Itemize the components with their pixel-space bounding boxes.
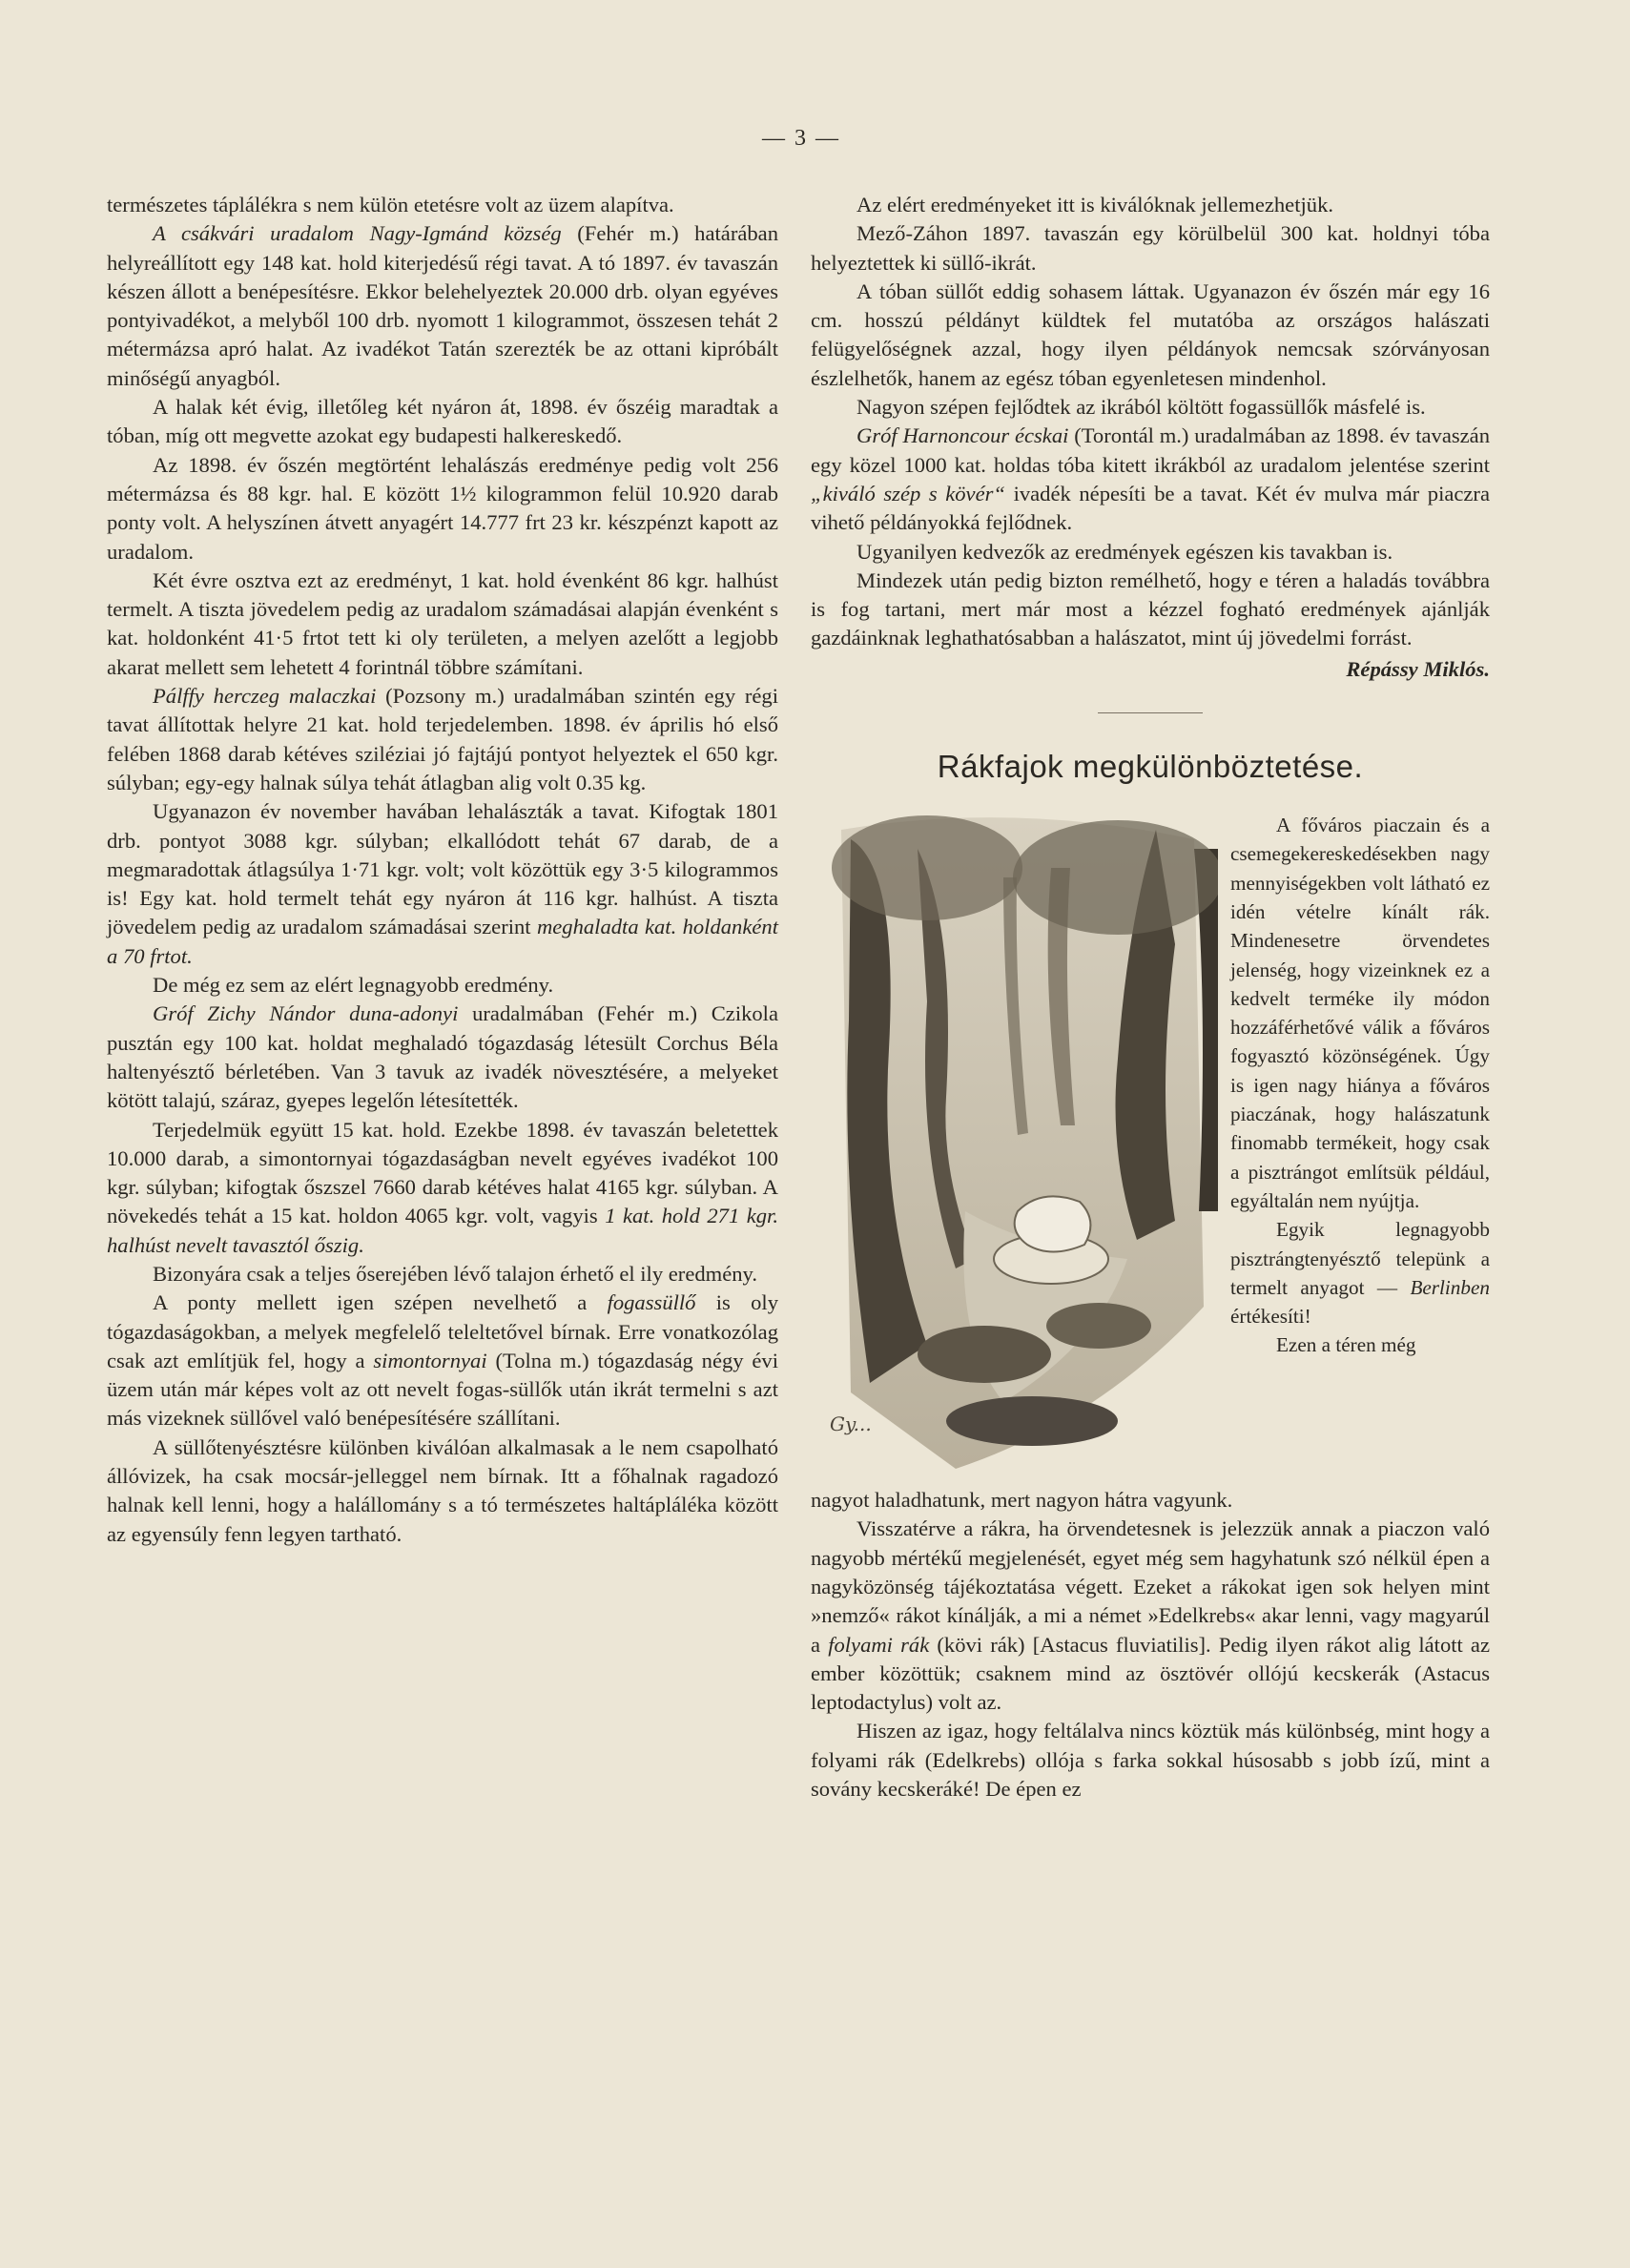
italic-emphasis: Berlinben	[1410, 1275, 1490, 1299]
section-divider	[1098, 712, 1203, 713]
paragraph: Az elért eredményeket itt is kiválóknak jellemezhetjük.	[856, 193, 1334, 216]
paragraph	[811, 1515, 1490, 1717]
paragraph	[107, 797, 778, 971]
italic-emphasis: meghaladta kat. holdanként a 70 frtot.	[107, 915, 778, 968]
paragraph-text: (Torontál m.) uradalmában az 1898. év tavaszán egy közel 1000 kat. holdas tóba kitett ikrákból az uradalom jelentése szerint	[811, 423, 1490, 477]
italic-emphasis: folyami rák	[828, 1632, 930, 1657]
italic-emphasis: 1 kat. hold 271 kgr. halhúst nevelt tavasztól őszig.	[107, 1204, 778, 1257]
paragraph-text: is oly tógazdaságokban, a melyek megfelelő teleltetővel bírnak. Erre vonatkozólag csak azt említjük fel, hogy a	[107, 1290, 778, 1372]
paragraph: Bizonyára csak a teljes őserejében lévő talajon érhető el ily eredmény.	[153, 1261, 758, 1286]
right-column	[811, 191, 1490, 1804]
author-signature: Répássy Miklós.	[1346, 656, 1490, 681]
paragraph: Ugyanilyen kedvezők az eredmények egészen kis tavakban is.	[856, 539, 1393, 564]
paragraph: A halak két évig, illetőleg két nyáron át, 1898. év őszéig maradtak a tóban, míg ott megvette azokat egy budapesti halkereskedő.	[107, 395, 778, 448]
italic-lead: Gróf Harnoncour écskai	[856, 423, 1069, 448]
paragraph	[811, 422, 1490, 537]
paragraph	[107, 1116, 778, 1260]
illustration-signature: Gy...	[830, 1412, 872, 1436]
italic-emphasis: fogassüllő	[607, 1290, 696, 1315]
paragraph: A süllőtenyésztésre különben kiválóan alkalmasak a le nem csapolható állóvizek, ha csak mocsár-jelleggel nem bírnak. Itt a főhalnak ragadozó halnak kell lenni, hogy a halállomány s a tó természetes haltápláléka között az egyensúly fenn legyen tartható.	[107, 1434, 778, 1546]
paragraph: Nagyon szépen fejlődtek az ikrából költött fogassüllők másfelé is.	[856, 395, 1426, 420]
paragraph	[1230, 1215, 1490, 1330]
paragraph-text: uradalmában (Fehér m.) Czikola pusztán egy 100 kat. holdat meghaladó tógazdaság létesült Corchus Béla haltenyésztő bérletében. Van 3 tavuk az ivadék növesztésére, a melyeket kötött talajú, száraz, gyepes legelőn létesítették.	[107, 1001, 778, 1113]
paragraph-text: A ponty mellett igen szépen nevelhető a	[153, 1290, 588, 1315]
paragraph: Mező-Záhon 1897. tavaszán egy körülbelül 300 kat. holdnyi tóba helyeztettek ki süllő-ikrát.	[811, 221, 1490, 275]
figure-block	[811, 811, 1490, 1486]
paragraph-text: Terjedelmük együtt 15 kat. hold. Ezekbe 1898. év tavaszán beletettek 10.000 darab, a simontornyai tógazdaságban nevelt egyéves ivadékot 100 kgr. súlyban; kifogtak őszszel 7660 darab kétéves halat 4165 kgr. súlyban. A növekedés tehát a 15 kat. holdon 4065 kgr. volt, vagyis	[107, 1117, 778, 1228]
paragraph	[107, 1289, 778, 1433]
italic-emphasis: simontornyai	[373, 1348, 487, 1372]
left-column	[107, 191, 778, 1549]
paragraph-text: (Tolna m.) tógazdaság négy évi üzem után már képes volt az ott nevelt fogas-süllők után ikrát termelni s azt más vizeknek süllővel való benépesítésére szállítani.	[107, 1348, 778, 1431]
italic-lead: A csákvári uradalom Nagy-Igmánd község	[153, 221, 562, 246]
paragraph-text: (Fehér m.) határában helyreállított egy 148 kat. hold kiterjedésű régi tavat. A tó 1897. év tavaszán készen állott a benépesítésre. Ekkor belehelyeztek 20.000 drb. olyan egyéves pontyivadékot, a melyből 100 drb. nyomott 1 kilogrammot, összesen tehát 2 métermázsa apró halat. Az ivadékot Tatán szerezték be az ottani kipróbált minőségű anyagból.	[107, 221, 778, 390]
paragraph-text: értékesíti!	[1230, 1305, 1311, 1329]
italic-lead: Gróf Zichy Nándor duna-adonyi	[153, 1001, 459, 1026]
paragraph: Ezen a téren még	[1276, 1333, 1416, 1357]
paragraph: A főváros piaczain és a csemegekereskedésekben nagy mennyiségekben volt látható ez idén vételre kínált rák. Mindenesetre örvendetes jelenség, hogy vizeinknek ez a kedvelt terméke ily módon hozzáférhetővé válik a főváros fogyasztó közönségének. Úgy is igen nagy hiánya a főváros piaczának, hogy halászatunk finomabb termékeit, hogy csak a pisztrángot említsük például, egyáltalán nem nyújtja.	[1230, 814, 1490, 1212]
paragraph	[107, 219, 778, 393]
paragraph-text: Egyik legnagyobb pisztrángtenyésztő telepünk a termelt anyagot —	[1230, 1218, 1490, 1299]
paragraph: nagyot haladhatunk, mert nagyon hátra vagyunk.	[811, 1488, 1233, 1513]
paragraph: Mindezek után pedig bizton remélhető, hogy e téren a haladás továbbra is fog tartani, mert már most a kézzel fogható eredmények ajánlják gazdáinknak leghathatósabban a halászatot, mint új jövedelmi forrást.	[811, 567, 1490, 650]
article-title: Rákfajok megkülönböztetése.	[937, 749, 1364, 785]
paragraph-text: Visszatérve a rákra, ha örvendetesnek is jelezzük annak a piaczon való nagyobb mértékű megjelenését, egyet még sem hagyhatunk szó nélkül épen a nagyközönség tájékoztatása végett. Ezeket a rákokat igen sok helyen mint »nemző« rákot kínálják, a mi a német »Edelkrebs« akar lenni, vagy magyarúl a	[811, 1516, 1490, 1657]
wrapped-text	[1230, 811, 1490, 1360]
paragraph	[107, 1000, 778, 1115]
italic-quote: „kiváló szép s kövér“	[811, 481, 1005, 505]
paragraph	[107, 682, 778, 797]
forest-stream-illustration	[813, 811, 1218, 1484]
paragraph-text: Ugyanazon év november havában lehalászták a tavat. Kifogtak 1801 drb. pontyot 3088 kgr. súlyban; elkallódott tehát 67 darab, de a megmaradottak átlagsúlya 1·71 kgr. volt; volt közöttük egy 3·5 kilogrammos is! Egy kat. hold termelt tehát egy nyáron át 116 kgr. halhúst. A tiszta jövedelem pedig az uradalom számadásai szerint	[107, 799, 778, 939]
paragraph: Az 1898. év őszén megtörtént lehalászás eredménye pedig volt 256 métermázsa és 88 kgr. hal. E között 1½ kilogrammon felül 10.920 darab ponty volt. A helyszínen átvett anyagért 14.777 frt 23 kr. készpénzt kapott az uradalom.	[107, 452, 778, 564]
paragraph-text: (kövi rák) [Astacus fluviatilis]. Pedig ilyen rákot alig látott az ember közöttük; csaknem mind az ösztövér ollójú kecskerák (Astacus leptodactylus) volt az.	[811, 1632, 1490, 1715]
paragraph-text: ivadék népesíti be a tavat. Két év mulva már piaczra vihető példányokká fejlődnek.	[811, 481, 1490, 535]
paragraph-text: (Pozsony m.) uradalmában szintén egy régi tavat állítottak helyre 21 kat. hold terjedelemben. 1898. év április hó első felében 1868 darab kétéves sziléziai jó fajtájú pontyot helyeztek el 650 kgr. súlyban; egy-egy halnak súlya tehát átlagban alig volt 0.35 kg.	[107, 684, 778, 794]
italic-lead: Pálffy herczeg malaczkai	[153, 684, 377, 709]
paragraph: A tóban süllőt eddig sohasem láttak. Ugyanazon év őszén már egy 16 cm. hosszú példányt küldtek fel mutatóba az országos halászati felügyelőségnek azzal, hogy ilyen példányok nemcsak szórványosan észlelhetők, hanem az egész tóban egyenletesen mindenhol.	[811, 278, 1490, 390]
paragraph: természetes táplálékra s nem külön etetésre volt az üzem alapítva.	[107, 193, 674, 216]
paragraph: Hiszen az igaz, hogy feltálalva nincs köztük más különbség, mint hogy a folyami rák (Edelkrebs) ollója s farka sokkal húsosabb s jobb ízű, mint a sovány kecskeráké! De épen ez	[811, 1719, 1490, 1802]
page-number: — 3 —	[762, 126, 840, 151]
paragraph: Két évre osztva ezt az eredményt, 1 kat. hold évenként 86 kgr. halhúst termelt. A tiszta jövedelem pedig az uradalom számadásai alapján évenként s kat. holdonként 41·5 frtot tett ki oly területen, a melyen azelőtt a legjobb akarat mellett sem lehetett 4 forintnál többre számítani.	[107, 567, 778, 679]
paragraph: De még ez sem az elért legnagyobb eredmény.	[153, 973, 554, 998]
